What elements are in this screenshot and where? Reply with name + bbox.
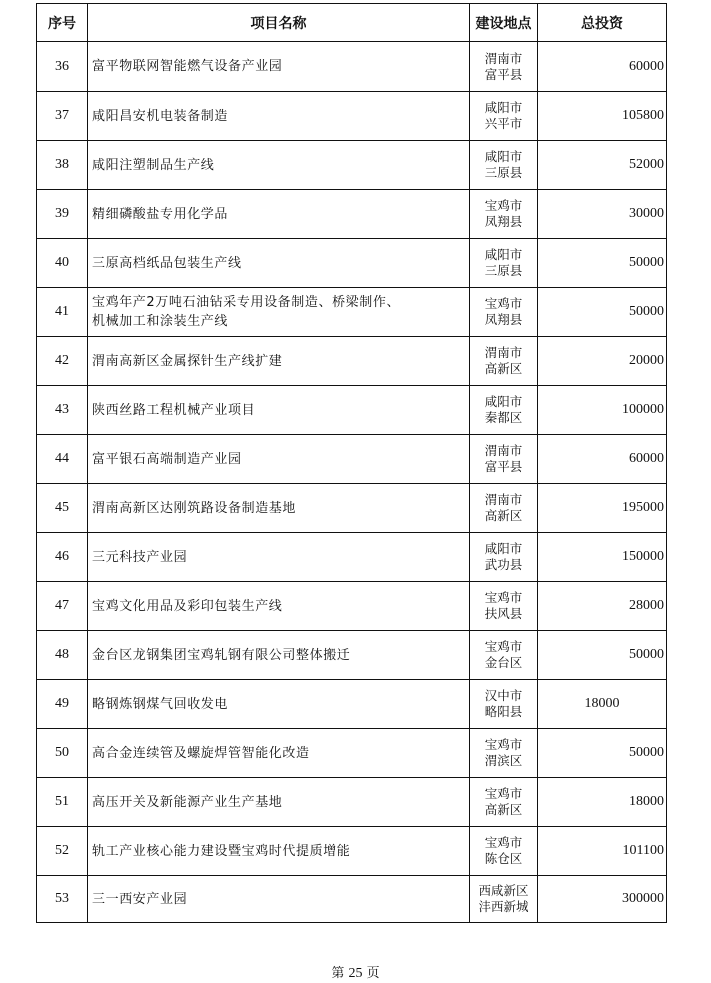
row-location: 渭南市 高新区 <box>470 337 538 386</box>
row-location: 渭南市 富平县 <box>470 42 538 92</box>
row-name: 高合金连续管及螺旋焊管智能化改造 <box>88 729 470 778</box>
row-investment: 300000 <box>538 876 667 923</box>
row-name: 略钢炼钢煤气回收发电 <box>88 680 470 729</box>
row-name: 轨工产业核心能力建设暨宝鸡时代提质增能 <box>88 827 470 876</box>
row-investment: 50000 <box>538 729 667 778</box>
table-row <box>37 435 667 484</box>
row-name: 三元科技产业园 <box>88 533 470 582</box>
row-seq: 46 <box>37 533 88 582</box>
row-investment: 100000 <box>538 386 667 435</box>
row-location: 咸阳市 三原县 <box>470 239 538 288</box>
row-location: 咸阳市 三原县 <box>470 141 538 190</box>
row-name: 宝鸡文化用品及彩印包装生产线 <box>88 582 470 631</box>
table-row <box>37 827 667 876</box>
table-row <box>37 484 667 533</box>
row-investment: 105800 <box>538 92 667 141</box>
row-investment: 195000 <box>538 484 667 533</box>
row-seq: 48 <box>37 631 88 680</box>
table-row <box>37 42 667 92</box>
row-investment: 60000 <box>538 435 667 484</box>
row-seq: 38 <box>37 141 88 190</box>
project-table <box>36 3 667 923</box>
row-investment: 50000 <box>538 239 667 288</box>
row-seq: 45 <box>37 484 88 533</box>
row-name: 宝鸡年产2万吨石油钻采专用设备制造、桥梁制作、 机械加工和涂装生产线 <box>88 288 470 337</box>
table-row <box>37 778 667 827</box>
table-row <box>37 729 667 778</box>
row-investment: 18000 <box>538 680 667 729</box>
table-row <box>37 631 667 680</box>
row-investment: 101100 <box>538 827 667 876</box>
table-row <box>37 582 667 631</box>
row-location: 宝鸡市 渭滨区 <box>470 729 538 778</box>
row-seq: 50 <box>37 729 88 778</box>
row-seq: 49 <box>37 680 88 729</box>
row-name: 咸阳注塑制品生产线 <box>88 141 470 190</box>
row-location: 渭南市 高新区 <box>470 484 538 533</box>
row-investment: 52000 <box>538 141 667 190</box>
header-name: 项目名称 <box>88 4 470 42</box>
row-seq: 43 <box>37 386 88 435</box>
row-name: 富平银石高端制造产业园 <box>88 435 470 484</box>
row-name: 高压开关及新能源产业生产基地 <box>88 778 470 827</box>
row-seq: 52 <box>37 827 88 876</box>
table-row <box>37 141 667 190</box>
row-seq: 51 <box>37 778 88 827</box>
table-row <box>37 533 667 582</box>
table-row <box>37 337 667 386</box>
row-name: 三一西安产业园 <box>88 876 470 923</box>
row-name: 精细磷酸盐专用化学品 <box>88 190 470 239</box>
row-location: 宝鸡市 凤翔县 <box>470 190 538 239</box>
row-investment: 60000 <box>538 42 667 92</box>
page-footer <box>0 962 711 982</box>
row-location: 咸阳市 兴平市 <box>470 92 538 141</box>
row-location: 西咸新区 沣西新城 <box>470 876 538 923</box>
row-location: 宝鸡市 扶风县 <box>470 582 538 631</box>
row-name: 金台区龙钢集团宝鸡轧钢有限公司整体搬迁 <box>88 631 470 680</box>
row-location: 宝鸡市 陈仓区 <box>470 827 538 876</box>
header-location: 建设地点 <box>470 4 538 42</box>
row-investment: 50000 <box>538 288 667 337</box>
row-seq: 53 <box>37 876 88 923</box>
row-seq: 40 <box>37 239 88 288</box>
row-investment: 18000 <box>538 778 667 827</box>
row-name: 三原高档纸品包装生产线 <box>88 239 470 288</box>
row-seq: 39 <box>37 190 88 239</box>
row-investment: 28000 <box>538 582 667 631</box>
row-location: 宝鸡市 金台区 <box>470 631 538 680</box>
row-name: 咸阳昌安机电装备制造 <box>88 92 470 141</box>
row-name: 渭南高新区达刚筑路设备制造基地 <box>88 484 470 533</box>
table-row <box>37 386 667 435</box>
page-number: 25 <box>348 966 363 981</box>
row-seq: 36 <box>37 42 88 92</box>
table-header-row <box>37 4 667 42</box>
row-seq: 44 <box>37 435 88 484</box>
row-name: 富平物联网智能燃气设备产业园 <box>88 42 470 92</box>
table-row <box>37 876 667 923</box>
row-location: 咸阳市 秦都区 <box>470 386 538 435</box>
project-table-container <box>36 3 666 923</box>
page-number-prefix: 第 <box>331 966 345 981</box>
row-seq: 41 <box>37 288 88 337</box>
row-seq: 47 <box>37 582 88 631</box>
table-row <box>37 680 667 729</box>
table-row <box>37 239 667 288</box>
row-investment: 20000 <box>538 337 667 386</box>
row-location: 宝鸡市 凤翔县 <box>470 288 538 337</box>
row-investment: 30000 <box>538 190 667 239</box>
row-location: 宝鸡市 高新区 <box>470 778 538 827</box>
table-row <box>37 288 667 337</box>
page-number-suffix: 页 <box>366 966 380 981</box>
row-location: 渭南市 富平县 <box>470 435 538 484</box>
row-investment: 150000 <box>538 533 667 582</box>
row-name: 陕西丝路工程机械产业项目 <box>88 386 470 435</box>
table-row <box>37 92 667 141</box>
row-seq: 37 <box>37 92 88 141</box>
row-location: 咸阳市 武功县 <box>470 533 538 582</box>
row-location: 汉中市 略阳县 <box>470 680 538 729</box>
row-investment: 50000 <box>538 631 667 680</box>
row-seq: 42 <box>37 337 88 386</box>
header-seq: 序号 <box>37 4 88 42</box>
header-investment: 总投资 <box>538 4 667 42</box>
row-name: 渭南高新区金属探针生产线扩建 <box>88 337 470 386</box>
table-row <box>37 190 667 239</box>
